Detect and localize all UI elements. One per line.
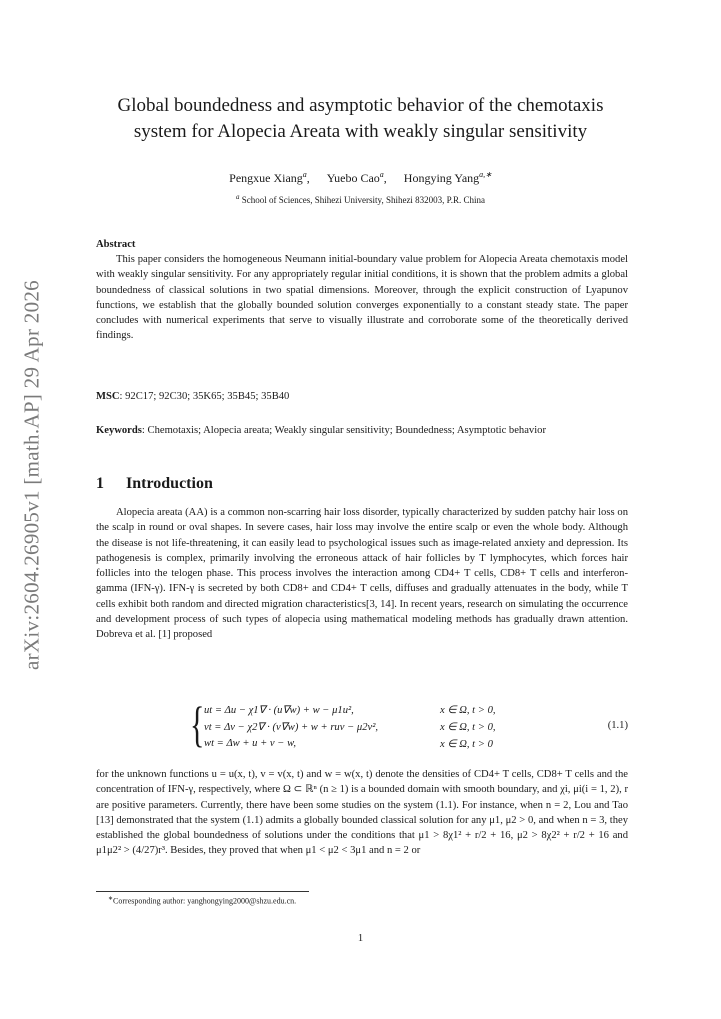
footnote <box>108 895 296 906</box>
arxiv-identifier: arXiv:2604.26905v1 [math.AP] 29 Apr 2026 <box>19 280 44 670</box>
footnote-rule <box>96 891 309 892</box>
section-number: 1 <box>96 475 104 492</box>
msc-codes: : 92C17; 92C30; 35K65; 35B45; 35B40 <box>119 391 290 402</box>
intro-text: Alopecia areata (AA) is a common non-scarring hair loss disorder, typically characterized by sudden patchy hair loss on the scalp in round or oval shapes. In severe cases, hair loss may involve the entire scalp or even the whole body. Although the disease is not life-threatening, it can easily lead to psychological issues such as image-related anxiety and depression. Its pathogenesis is complex, primarily involving the erroneous attack of hair follicles by T lymphocytes, which forces hair follicles into the telogen phase. This process involves the interaction among CD4+ T cells, CD8+ T cells and interferon-gamma (IFN-γ). IFN-γ is secreted by both CD8+ and CD4+ T cells, diffuses and gradually attenuates in the body, while T cells exhibit both random and directed migration characteristics[3, 14]. In recent years, research on simulating the occurrence and development process of such types of alopecia using mathematical modeling methods has gradually drawn attention. Dobreva et al. [1] proposed <box>96 507 628 641</box>
msc-label: MSC <box>96 391 120 402</box>
author-2: Yuebo Cao$^a$, <box>326 170 387 185</box>
equation-line-2: vt = Δv − χ2∇ · (v∇w) + w + ruv − μ2v², <box>204 722 379 733</box>
title-line-2: system for Alopecia Areata with weakly singular sensitivity <box>133 121 588 142</box>
arxiv-sidebar <box>18 280 46 670</box>
equation-number: (1.1) <box>607 720 628 731</box>
abstract-text: This paper considers the homogeneous Neumann initial-boundary value problem for Alopecia Areata chemotaxis model with weakly singular sensitivity. For any appropriately regular initial conditions, it is shown that the problem admits a global boundedness of classical solutions in two spatial dimensions. Moreover, through the explicit construction of Lyapunov functions, we establish that the globally bounded solution converges exponentially to a constant steady state. The paper concludes with numerical experiments that serve to visually illustrate and corroborate some of the theoretically derived findings. <box>96 254 628 342</box>
keywords-text: : Chemotaxis; Alopecia areata; Weakly singular sensitivity; Boundedness; Asymptotic behavior <box>141 425 546 436</box>
equation-line-3: wt = Δw + u + v − w, <box>204 738 297 749</box>
abstract <box>96 252 628 344</box>
intro-paragraph <box>96 505 628 643</box>
section-title: Introduction <box>126 475 213 492</box>
author-3: Hongying Yang$^{a,∗}$ <box>403 170 492 185</box>
affiliation-mark: a <box>236 193 240 201</box>
equation-system <box>190 696 630 754</box>
page-number: 1 <box>357 933 364 944</box>
author-1: Pengxue Xiang$^a$, <box>229 170 310 185</box>
keywords-line <box>96 423 628 438</box>
keywords-label: Keywords <box>96 425 142 436</box>
author-list <box>80 170 641 186</box>
equation-brace: { <box>190 696 205 752</box>
equation-condition-1: x ∈ Ω, t > 0, <box>440 705 496 716</box>
equation-condition-3: x ∈ Ω, t > 0 <box>440 739 493 750</box>
paper-title <box>80 93 641 145</box>
post-equation-paragraph <box>96 767 628 859</box>
footnote-text: Corresponding author: yanghongying2000@shzu.edu.cn. <box>113 896 297 906</box>
footnote-mark: ∗ <box>108 896 114 902</box>
section-heading <box>96 475 213 493</box>
abstract-heading: Abstract <box>96 239 136 250</box>
affiliation <box>80 193 641 205</box>
msc-line <box>96 389 628 404</box>
equation-condition-2: x ∈ Ω, t > 0, <box>440 722 496 733</box>
title-line-1: Global boundedness and asymptotic behavior of the chemotaxis <box>117 95 604 116</box>
post-equation-text: for the unknown functions u = u(x, t), v = v(x, t) and w = w(x, t) denote the densities of CD4+ T cells, CD8+ T cells and the concentration of IFN-γ, respectively, where Ω ⊂ ℝⁿ (n ≥ 1) is a bounded domain with smooth boundary, and χi, μi(i = 1, 2), r are positive parameters. Currently, there have been some studies on the system (1.1). For instance, when n = 2, Lou and Tao [13] demonstrated that the system (1.1) admits a globally bounded classical solution for any μ1, μ2 > 0, and when n = 3, they established the global boundedness of solutions under the conditions that μ1 > 8χ1² + r/2 + 16, μ2 > 8χ2² + r/2 + 16 and μ1μ2² > (4/27)r³. Besides, they proved that when μ1 < μ2 < 3μ1 and n = 2 or <box>96 769 628 857</box>
affiliation-text: School of Sciences, Shihezi University, Shihezi 832003, P.R. China <box>241 195 485 205</box>
equation-line-1: ut = Δu − χ1∇ · (u∇w) + w − μ1u², <box>204 705 354 716</box>
